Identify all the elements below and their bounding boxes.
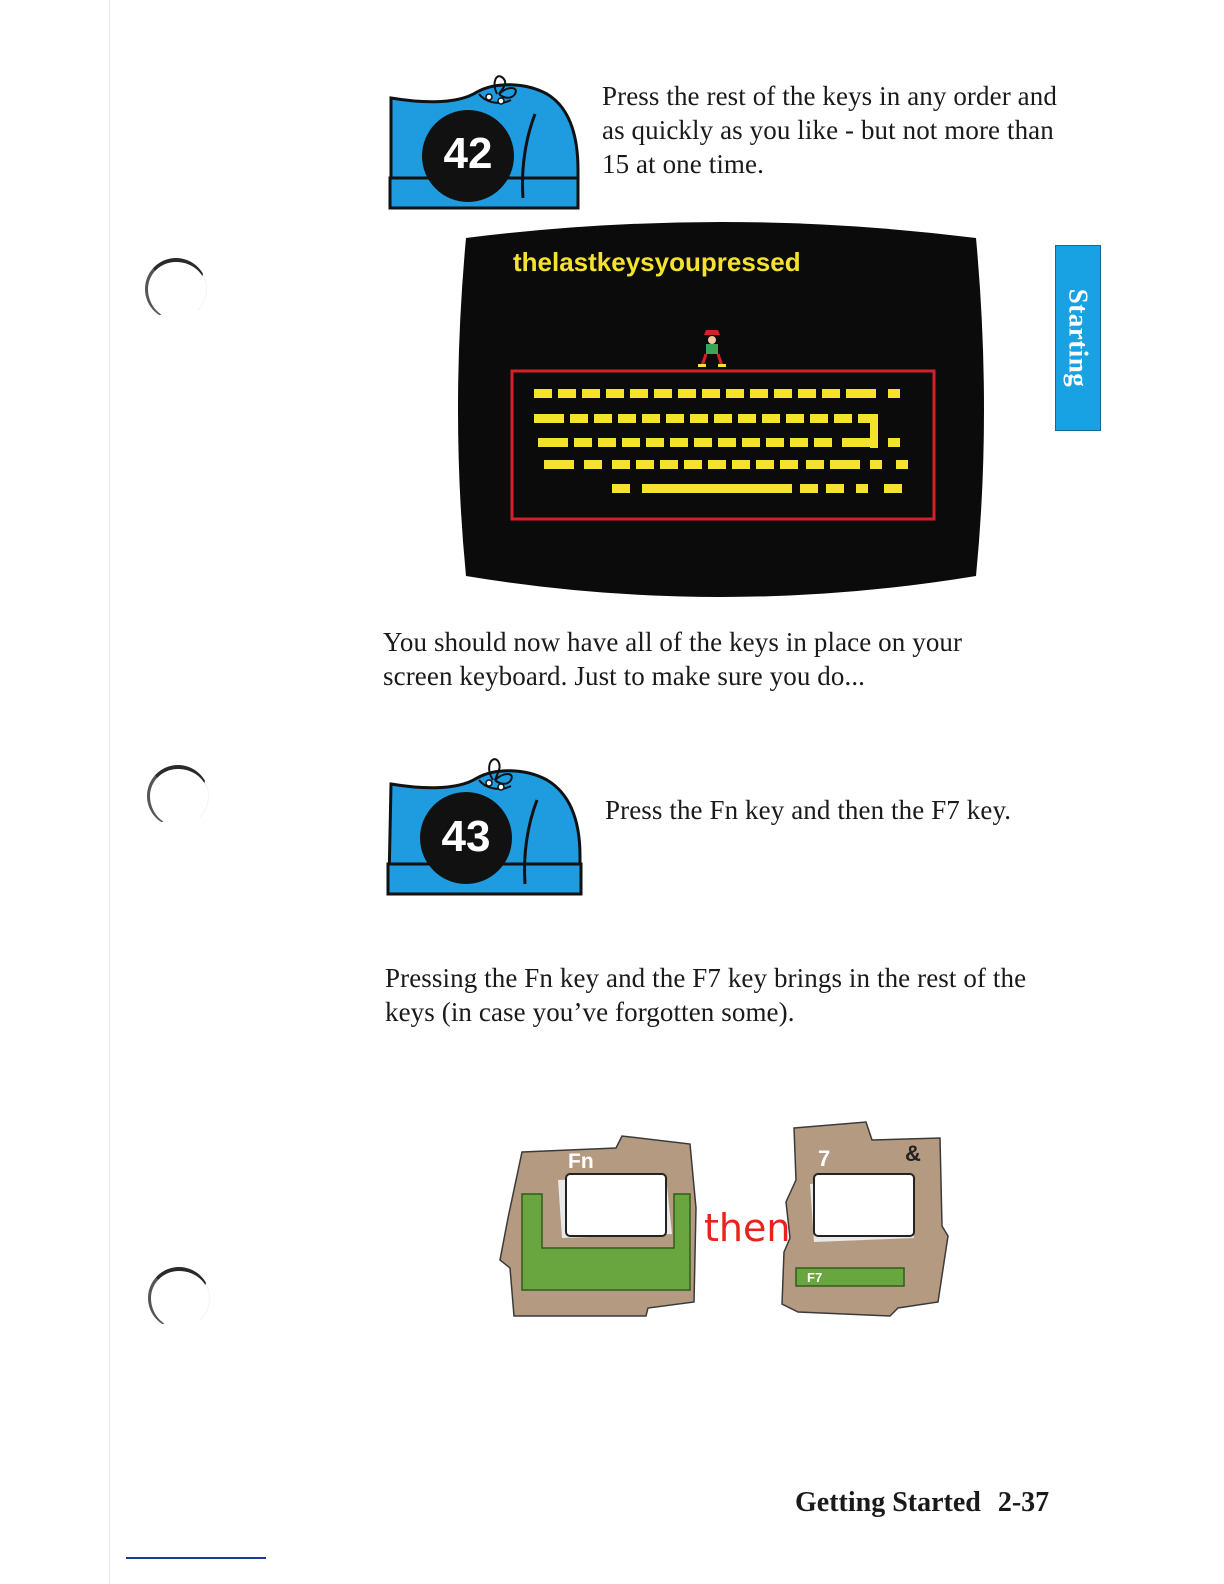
fn-key-label: Fn [568,1150,594,1173]
page-footer [795,1487,1049,1519]
f7-key-top-right-label: & [905,1141,921,1166]
step-43-number: 43 [441,812,491,861]
footer-page-number: 2-37 [997,1487,1050,1518]
step-42-instruction: Press the rest of the keys in any order and as quickly as you like - but not more than 15 at one time. [602,81,1057,179]
f7-key-front-label: F7 [807,1270,823,1285]
step-42-number: 42 [443,129,493,178]
paragraph-fn-f7-explanation: Pressing the Fn key and the F7 key brings in the rest of the keys (in case you’ve forgotten some). [385,963,1027,1027]
step-43-instruction: Press the Fn key and then the F7 key. [605,795,1012,825]
page-margin-line [109,0,110,1584]
binder-hole [148,1267,210,1329]
section-tab-starting [1055,245,1101,431]
binder-hole [145,258,207,320]
footer-rule [126,1557,266,1559]
screen-typed-text: thelastkeysyoupressed [513,247,801,277]
f7-key-top-left-label: 7 [818,1146,831,1171]
paragraph-keys-in-place: You should now have all of the keys in place on your screen keyboard. Just to make sure you do... [383,627,963,691]
then-connector-label: then [704,1206,791,1250]
footer-section-title: Getting Started [795,1487,981,1518]
section-tab-label: Starting [1063,288,1094,388]
binder-hole [147,765,209,827]
